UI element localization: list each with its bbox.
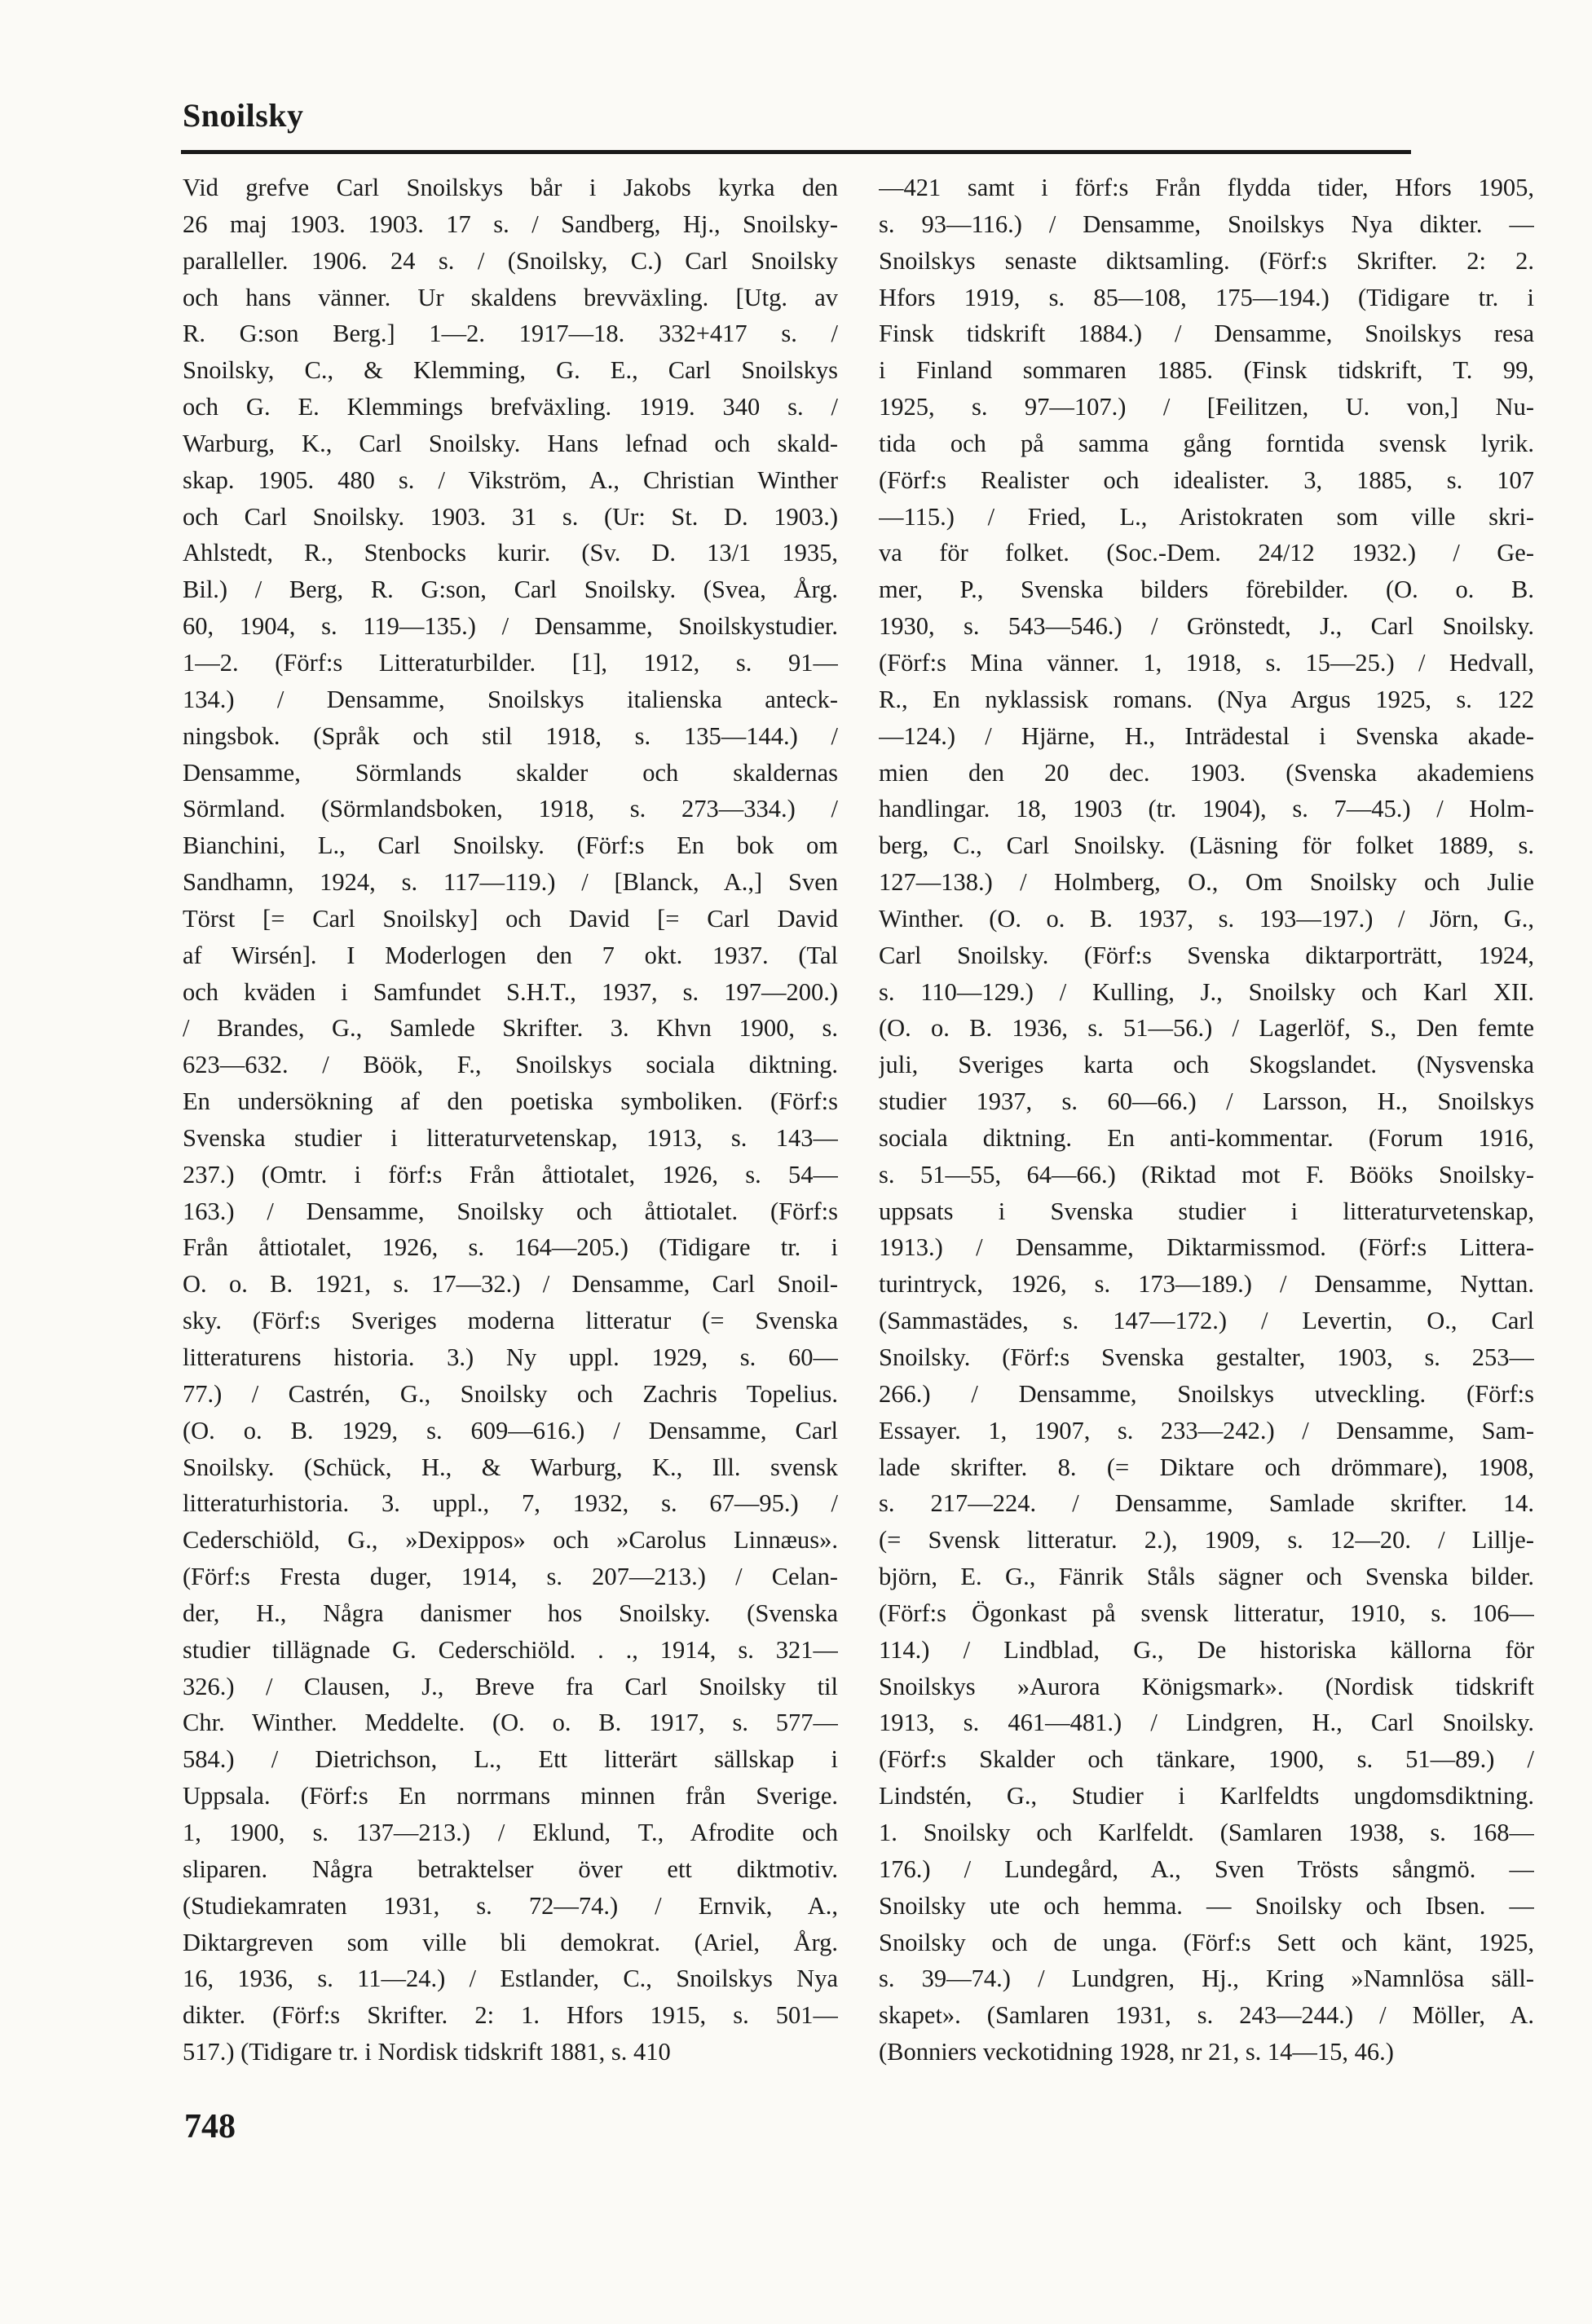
- text-line: (Förf:s Skalder och tänkare, 1900, s. 51—89.) /: [879, 1745, 1534, 1774]
- text-line: 1913, s. 461—481.) / Lindgren, H., Carl Snoilsky.: [879, 1709, 1534, 1737]
- text-line: En undersökning af den poetiska symboliken. (Förf:s: [183, 1087, 838, 1116]
- text-line: Snoilskys »Aurora Königsmark». (Nordisk tidskrift: [879, 1672, 1534, 1700]
- text-line: Diktargreven som ville bli demokrat. (Ariel, Årg.: [183, 1928, 838, 1956]
- text-line: Winther. (O. o. B. 1937, s. 193—197.) / Jörn, G.,: [879, 904, 1534, 933]
- text-line: 60, 1904, s. 119—135.) / Densamme, Snoilskystudier.: [183, 612, 838, 641]
- text-line: s. 93—116.) / Densamme, Snoilskys Nya dikter. —: [879, 209, 1534, 238]
- text-line: s. 51—55, 64—66.) (Riktad mot F. Bööks Snoilsky-: [879, 1160, 1534, 1188]
- text-line: i Finland sommaren 1885. (Finsk tidskrift, T. 99,: [879, 356, 1534, 385]
- text-line: och hans vänner. Ur skaldens brevväxling. [Utg. av: [183, 283, 838, 311]
- text-line: Snoilsky. (Förf:s Svenska gestalter, 1903, s. 253—: [879, 1343, 1534, 1371]
- text-line: 176.) / Lundegård, A., Sven Trösts sångmö. —: [879, 1854, 1534, 1883]
- text-line: 1, 1900, s. 137—213.) / Eklund, T., Afrodite och: [183, 1818, 838, 1846]
- text-line: af Wirsén]. I Moderlogen den 7 okt. 1937. (Tal: [183, 941, 838, 969]
- text-line: (= Svensk litteratur. 2.), 1909, s. 12—20. / Lillje-: [879, 1526, 1534, 1554]
- text-line: studier 1937, s. 60—66.) / Larsson, H., Snoilskys: [879, 1087, 1534, 1116]
- text-line: sliparen. Några betraktelser över ett diktmotiv.: [183, 1854, 838, 1883]
- text-line: Bianchini, L., Carl Snoilsky. (Förf:s En bok om: [183, 831, 838, 860]
- text-line: (Bonniers veckotidning 1928, nr 21, s. 14—15, 46.): [879, 2038, 1394, 2066]
- text-line: 1925, s. 97—107.) / [Feilitzen, U. von,] Nu-: [879, 393, 1534, 421]
- text-line: 517.) (Tidigare tr. i Nordisk tidskrift 1881, s. 410: [183, 2038, 671, 2066]
- text-line: paralleller. 1906. 24 s. / (Snoilsky, C.) Carl Snoilsky: [183, 246, 838, 275]
- text-line: R. G:son Berg.] 1—2. 1917—18. 332+417 s. /: [183, 320, 838, 348]
- text-line: sky. (Förf:s Sveriges moderna litteratur (= Svenska: [183, 1307, 838, 1335]
- text-line: dikter. (Förf:s Skrifter. 2: 1. Hfors 1915, s. 501—: [183, 2001, 838, 2030]
- text-line: Från åttiotalet, 1926, s. 164—205.) (Tidigare tr. i: [183, 1233, 838, 1262]
- text-line: skapet». (Samlaren 1931, s. 243—244.) / Möller, A.: [879, 2001, 1534, 2030]
- text-line: turintryck, 1926, s. 173—189.) / Densamme, Nyttan.: [879, 1270, 1534, 1299]
- text-line: Törst [= Carl Snoilsky] och David [= Carl David: [183, 904, 838, 933]
- text-line: 26 maj 1903. 1903. 17 s. / Sandberg, Hj., Snoilsky-: [183, 209, 838, 238]
- text-line: Essayer. 1, 1907, s. 233—242.) / Densamme, Sam-: [879, 1416, 1534, 1444]
- text-line: Sandhamn, 1924, s. 117—119.) / [Blanck, A.,] Sven: [183, 868, 838, 897]
- header-rule: [181, 150, 1411, 154]
- text-line: Hfors 1919, s. 85—108, 175—194.) (Tidigare tr. i: [879, 283, 1534, 311]
- text-line: O. o. B. 1921, s. 17—32.) / Densamme, Carl Snoil-: [183, 1270, 838, 1299]
- text-line: Lindstén, G., Studier i Karlfeldts ungdomsdiktning.: [879, 1782, 1534, 1810]
- text-line: Bil.) / Berg, R. G:son, Carl Snoilsky. (Svea, Årg.: [183, 575, 838, 604]
- text-line: och G. E. Klemmings brefväxling. 1919. 340 s. /: [183, 393, 838, 421]
- text-line: s. 217—224. / Densamme, Samlade skrifter. 14.: [879, 1489, 1534, 1518]
- text-line: ningsbok. (Språk och stil 1918, s. 135—144.) /: [183, 721, 838, 750]
- running-head: Snoilsky: [183, 97, 304, 134]
- text-line: Snoilsky ute och hemma. — Snoilsky och Ibsen. —: [879, 1891, 1534, 1920]
- text-line: (Förf:s Ögonkast på svensk litteratur, 1910, s. 106—: [879, 1599, 1534, 1627]
- text-line: s. 110—129.) / Kulling, J., Snoilsky och Karl XII.: [879, 977, 1534, 1006]
- text-line: Snoilsky. (Schück, H., & Warburg, K., Ill. svensk: [183, 1453, 838, 1481]
- text-line: —421 samt i förf:s Från flydda tider, Hfors 1905,: [879, 174, 1534, 201]
- text-line: björn, E. G., Fänrik Ståls sägner och Svenska bilder.: [879, 1563, 1534, 1591]
- text-line: / Brandes, G., Samlede Skrifter. 3. Khvn 1900, s.: [183, 1014, 838, 1043]
- text-line: studier tillägnade G. Cederschiöld. . ., 1914, s. 321—: [183, 1635, 838, 1664]
- text-line: uppsats i Svenska studier i litteraturvetenskap,: [879, 1197, 1534, 1225]
- text-line: 77.) / Castrén, G., Snoilsky och Zachris Topelius.: [183, 1379, 838, 1408]
- text-line: 266.) / Densamme, Snoilskys utveckling. (Förf:s: [879, 1379, 1534, 1408]
- text-line: Svenska studier i litteraturvetenskap, 1913, s. 143—: [183, 1123, 838, 1152]
- text-line: mien den 20 dec. 1903. (Svenska akademiens: [879, 758, 1534, 787]
- text-line: mer, P., Svenska bilders förebilder. (O. o. B.: [879, 575, 1534, 604]
- text-line: Warburg, K., Carl Snoilsky. Hans lefnad och skald-: [183, 429, 838, 457]
- text-line: —115.) / Fried, L., Aristokraten som ville skri-: [879, 502, 1534, 531]
- text-line: Densamme, Sörmlands skalder och skaldernas: [183, 758, 838, 787]
- text-line: 16, 1936, s. 11—24.) / Estlander, C., Snoilskys Nya: [183, 1965, 838, 1993]
- text-line: (Sammastädes, s. 147—172.) / Levertin, O., Carl: [879, 1307, 1534, 1335]
- text-line: sociala diktning. En anti-kommentar. (Forum 1916,: [879, 1123, 1534, 1152]
- text-line: (Förf:s Fresta duger, 1914, s. 207—213.) / Celan-: [183, 1563, 838, 1591]
- text-line: Chr. Winther. Meddelte. (O. o. B. 1917, s. 577—: [183, 1709, 838, 1737]
- text-line: och Carl Snoilsky. 1903. 31 s. (Ur: St. D. 1903.): [183, 502, 838, 531]
- text-line: (Studiekamraten 1931, s. 72—74.) / Ernvik, A.,: [183, 1891, 838, 1920]
- text-line: —124.) / Hjärne, H., Inträdestal i Svenska akade-: [879, 721, 1534, 750]
- text-line: 584.) / Dietrichson, L., Ett litterärt sällskap i: [183, 1745, 838, 1774]
- right-column: [879, 170, 1534, 2070]
- text-line: Finsk tidskrift 1884.) / Densamme, Snoilskys resa: [879, 320, 1534, 348]
- text-line: (O. o. B. 1929, s. 609—616.) / Densamme, Carl: [183, 1416, 838, 1444]
- text-line: 114.) / Lindblad, G., De historiska källorna för: [879, 1635, 1534, 1664]
- text-line: 1913.) / Densamme, Diktarmissmod. (Förf:s Littera-: [879, 1233, 1534, 1262]
- text-line: R., En nyklassisk romans. (Nya Argus 1925, s. 122: [879, 685, 1534, 713]
- text-line: va för folket. (Soc.-Dem. 24/12 1932.) / Ge-: [879, 539, 1534, 567]
- text-line: berg, C., Carl Snoilsky. (Läsning för folket 1889, s.: [879, 831, 1534, 860]
- text-line: 623—632. / Böök, F., Snoilskys sociala diktning.: [183, 1051, 838, 1079]
- text-line: 163.) / Densamme, Snoilsky och åttiotalet. (Förf:s: [183, 1197, 838, 1225]
- text-line: tida och på samma gång forntida svensk lyrik.: [879, 429, 1534, 457]
- text-line: Vid grefve Carl Snoilskys bår i Jakobs kyrka den: [183, 174, 838, 201]
- text-line: och kväden i Samfundet S.H.T., 1937, s. 197—200.): [183, 977, 838, 1006]
- text-line: Uppsala. (Förf:s En norrmans minnen från Sverige.: [183, 1782, 838, 1810]
- text-line: 127—138.) / Holmberg, O., Om Snoilsky och Julie: [879, 868, 1534, 897]
- text-line: Snoilsky, C., & Klemming, G. E., Carl Snoilskys: [183, 356, 838, 385]
- text-line: 1. Snoilsky och Karlfeldt. (Samlaren 1938, s. 168—: [879, 1818, 1534, 1846]
- text-line: Carl Snoilsky. (Förf:s Svenska diktarporträtt, 1924,: [879, 941, 1534, 969]
- text-line: handlingar. 18, 1903 (tr. 1904), s. 7—45.) / Holm-: [879, 795, 1534, 823]
- text-line: juli, Sveriges karta och Skogslandet. (Nysvenska: [879, 1051, 1534, 1079]
- text-line: (Förf:s Mina vänner. 1, 1918, s. 15—25.) / Hedvall,: [879, 648, 1534, 677]
- text-line: Snoilsky och de unga. (Förf:s Sett och känt, 1925,: [879, 1928, 1534, 1956]
- text-line: Ahlstedt, R., Stenbocks kurir. (Sv. D. 13/1 1935,: [183, 539, 838, 567]
- left-column: [183, 170, 838, 2070]
- text-line: skap. 1905. 480 s. / Vikström, A., Christian Winther: [183, 465, 838, 494]
- page-number: 748: [184, 2108, 236, 2145]
- text-line: der, H., Några danismer hos Snoilsky. (Svenska: [183, 1599, 838, 1627]
- text-line: Snoilskys senaste diktsamling. (Förf:s Skrifter. 2: 2.: [879, 246, 1534, 275]
- text-line: 1—2. (Förf:s Litteraturbilder. [1], 1912, s. 91—: [183, 648, 838, 677]
- text-line: litteraturens historia. 3.) Ny uppl. 1929, s. 60—: [183, 1343, 838, 1371]
- text-line: Sörmland. (Sörmlandsboken, 1918, s. 273—334.) /: [183, 795, 838, 823]
- text-line: litteraturhistoria. 3. uppl., 7, 1932, s. 67—95.) /: [183, 1489, 838, 1518]
- text-line: s. 39—74.) / Lundgren, Hj., Kring »Namnlösa säll-: [879, 1965, 1534, 1993]
- text-line: Cederschiöld, G., »Dexippos» och »Carolus Linnæus».: [183, 1526, 838, 1554]
- text-line: (O. o. B. 1936, s. 51—56.) / Lagerlöf, S., Den femte: [879, 1014, 1534, 1043]
- text-line: 326.) / Clausen, J., Breve fra Carl Snoilsky til: [183, 1672, 838, 1700]
- text-line: (Förf:s Realister och idealister. 3, 1885, s. 107: [879, 465, 1534, 494]
- text-line: lade skrifter. 8. (= Diktare och drömmare), 1908,: [879, 1453, 1534, 1481]
- text-line: 134.) / Densamme, Snoilskys italienska anteck-: [183, 685, 838, 713]
- text-line: 1930, s. 543—546.) / Grönstedt, J., Carl Snoilsky.: [879, 612, 1534, 641]
- text-line: 237.) (Omtr. i förf:s Från åttiotalet, 1926, s. 54—: [183, 1160, 838, 1188]
